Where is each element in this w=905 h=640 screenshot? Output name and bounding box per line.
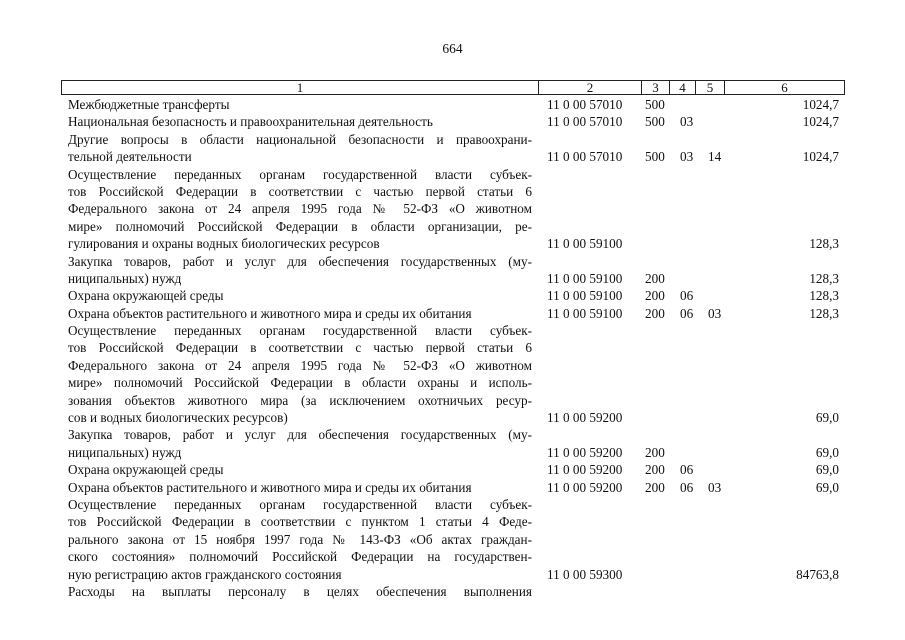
amount-cell: 69,0 [815, 462, 839, 478]
section-cell: 03 [680, 149, 694, 165]
column-header-5: 5 [696, 81, 725, 94]
program-code-cell: 11 0 00 59100 [547, 288, 623, 304]
description-line: Осуществление переданных органам государственной власти субъек- [68, 323, 532, 339]
column-header-4: 4 [670, 81, 696, 94]
description-line: Закупка товаров, работ и услуг для обеспечения государственных (му- [68, 427, 532, 443]
expense-type-cell: 500 [645, 114, 665, 130]
table-row [0, 96, 905, 113]
description-line: тов Российской Федерации в соответствии с пунктом 1 статьи 4 Феде- [68, 514, 532, 530]
description-line: Осуществление переданных органам государственной власти субъек- [68, 166, 532, 182]
section-cell: 06 [680, 479, 694, 495]
row-cells [0, 287, 905, 304]
description-line: рального закона от 15 ноября 1997 года № 143-ФЗ «Об актах граждан- [68, 531, 532, 547]
description-line: тов Российской Федерации в соответствии с частью первой статьи 6 [68, 183, 532, 199]
row-cells [0, 566, 905, 583]
description-line: ную регистрацию актов гражданского состояния [68, 566, 342, 582]
amount-cell: 1024,7 [802, 97, 839, 112]
description-line: ского состояния» полномочий Российской Федерации на государствен- [68, 549, 532, 565]
row-cells [0, 444, 905, 461]
program-code-cell: 11 0 00 59300 [547, 566, 623, 582]
expense-type-cell: 200 [645, 444, 665, 460]
description-line: Национальная безопасность и правоохранительная деятельность [68, 114, 433, 130]
program-code-cell: 11 0 00 59100 [547, 270, 623, 286]
description-line: Межбюджетные трансферты [68, 97, 230, 112]
section-cell: 03 [680, 114, 694, 130]
column-header-3: 3 [642, 81, 670, 94]
table-row [0, 426, 905, 461]
description-line: ниципальных) нужд [68, 270, 182, 286]
budget-table-body [0, 96, 905, 600]
column-header-2: 2 [539, 81, 642, 94]
description-line: тельной деятельности [68, 149, 192, 165]
expense-type-cell: 500 [645, 97, 665, 112]
row-cells [0, 305, 905, 322]
expense-type-cell: 200 [645, 462, 665, 478]
section-cell: 06 [680, 305, 694, 321]
table-row [0, 583, 905, 600]
column-header-6: 6 [781, 80, 788, 95]
program-code-cell: 11 0 00 57010 [547, 149, 623, 165]
description-line: Федерального закона от 24 апреля 1995 года № 52-ФЗ «О животном [68, 201, 532, 217]
page-number: 664 [442, 41, 463, 56]
row-cells [0, 96, 905, 113]
amount-cell: 128,3 [809, 236, 839, 252]
row-cells [0, 270, 905, 287]
description-line: Осуществление переданных органам государственной власти субъек- [68, 496, 532, 512]
description-line: Охрана окружающей среды [68, 462, 224, 478]
description-line: Охрана объектов растительного и животного мира и среды их обитания [68, 305, 472, 321]
subsection-cell: 14 [708, 149, 722, 165]
amount-cell: 128,3 [809, 288, 839, 304]
description-line: Расходы на выплаты персоналу в целях обеспечения выполнения [68, 583, 532, 599]
column-header-1: 1 [62, 81, 539, 94]
expense-type-cell: 200 [645, 270, 665, 286]
row-cells [0, 583, 905, 600]
description-line: сов и водных биологических ресурсов) [68, 410, 288, 426]
table-column-header [61, 80, 845, 95]
description-line: Федерального закона от 24 апреля 1995 года № 52-ФЗ «О животном [68, 357, 532, 373]
table-row [0, 461, 905, 478]
description-line: Закупка товаров, работ и услуг для обеспечения государственных (му- [68, 253, 532, 269]
row-cells [0, 409, 905, 426]
program-code-cell: 11 0 00 57010 [547, 97, 623, 112]
description-line: зования объектов животного мира (за исключением охотничьих ресур- [68, 392, 532, 408]
amount-cell: 128,3 [809, 305, 839, 321]
row-cells [0, 113, 905, 130]
program-code-cell: 11 0 00 59200 [547, 462, 623, 478]
description-line: ниципальных) нужд [68, 444, 182, 460]
program-code-cell: 11 0 00 59200 [547, 479, 623, 495]
program-code-cell: 11 0 00 59200 [547, 444, 623, 460]
table-row [0, 253, 905, 288]
table-row [0, 131, 905, 166]
table-row [0, 113, 905, 130]
expense-type-cell: 500 [645, 149, 665, 165]
expense-type-cell: 200 [645, 288, 665, 304]
program-code-cell: 11 0 00 57010 [547, 114, 623, 130]
program-code-cell: 11 0 00 59200 [547, 410, 623, 426]
table-row [0, 166, 905, 253]
description-line: гулирования и охраны водных биологических ресурсов [68, 236, 380, 252]
table-row [0, 305, 905, 322]
expense-type-cell: 200 [645, 305, 665, 321]
description-line: мире» полномочий Российской Федерации в области охраны и исполь- [68, 375, 532, 391]
amount-cell: 128,3 [809, 270, 839, 286]
section-cell: 06 [680, 288, 694, 304]
row-cells [0, 479, 905, 496]
table-row [0, 287, 905, 304]
table-row [0, 479, 905, 496]
description-line: Охрана окружающей среды [68, 288, 224, 304]
description-line: тов Российской Федерации в соответствии с частью первой статьи 6 [68, 340, 532, 356]
amount-cell: 1024,7 [802, 149, 839, 165]
subsection-cell: 03 [708, 479, 722, 495]
program-code-cell: 11 0 00 59100 [547, 236, 623, 252]
table-row [0, 322, 905, 426]
amount-cell: 84763,8 [796, 566, 839, 582]
description-line: Охрана объектов растительного и животного мира и среды их обитания [68, 479, 472, 495]
row-cells [0, 235, 905, 252]
amount-cell: 1024,7 [802, 114, 839, 130]
amount-cell: 69,0 [815, 444, 839, 460]
table-row [0, 496, 905, 583]
section-cell: 06 [680, 462, 694, 478]
expense-type-cell: 200 [645, 479, 665, 495]
description-line: мире» полномочий Российской Федерации в области организации, ре- [68, 218, 532, 234]
program-code-cell: 11 0 00 59100 [547, 305, 623, 321]
row-cells [0, 461, 905, 478]
amount-cell: 69,0 [815, 410, 839, 426]
subsection-cell: 03 [708, 305, 722, 321]
description-line: Другие вопросы в области национальной безопасности и правоохрани- [68, 131, 532, 147]
row-cells [0, 148, 905, 165]
amount-cell: 69,0 [815, 479, 839, 495]
